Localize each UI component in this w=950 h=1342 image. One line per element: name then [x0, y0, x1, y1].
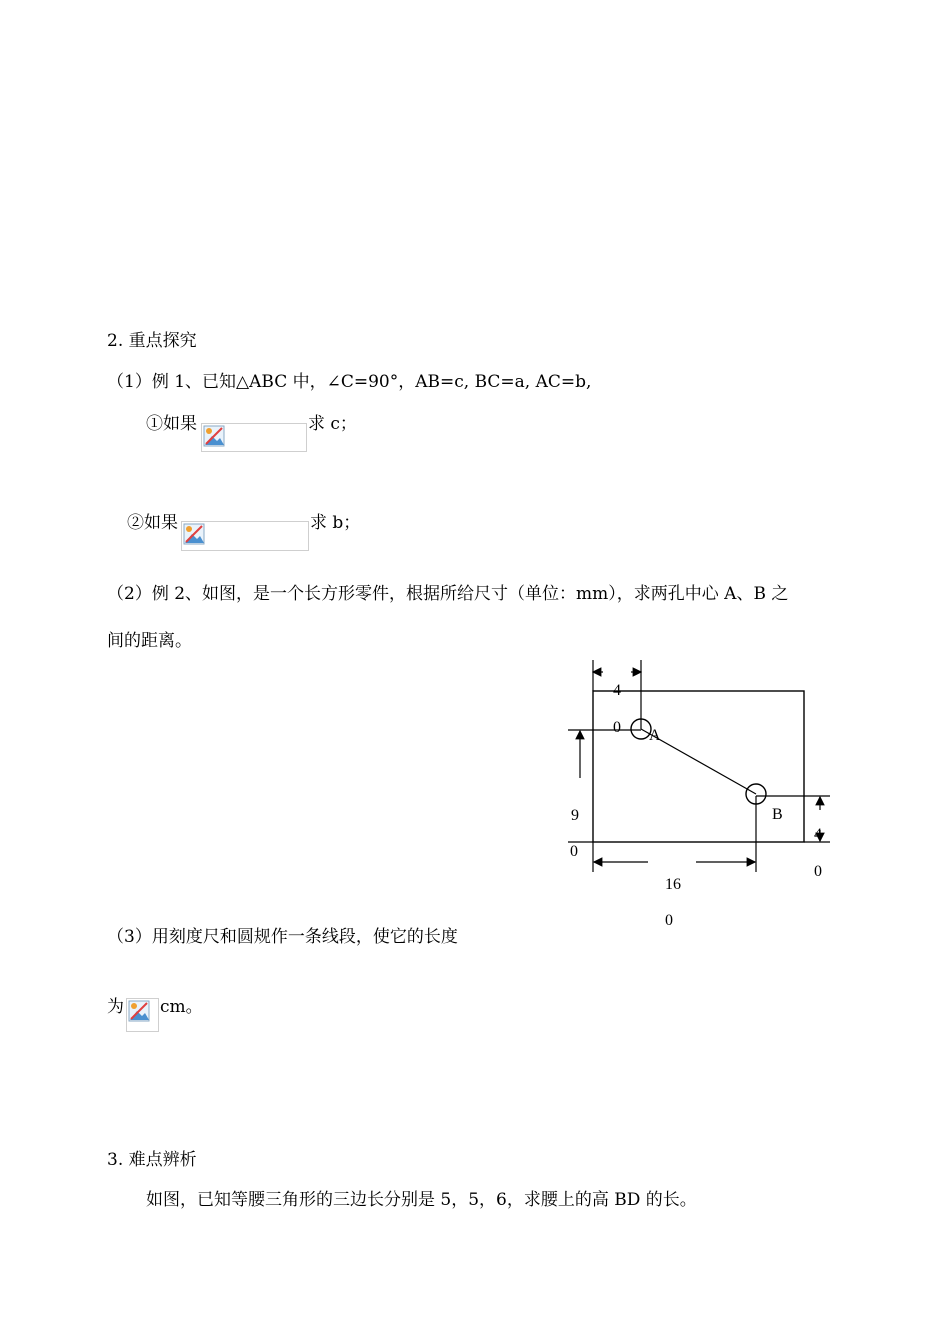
formula-image-q3: [126, 998, 159, 1032]
label-b: B: [772, 806, 783, 823]
example-3-prefix: 为: [107, 997, 124, 1017]
example-1-q1-suffix: 求 c；: [308, 414, 357, 434]
broken-image-icon: [183, 523, 205, 545]
example-2-line-1: （2）例 2、如图，是一个长方形零件，根据所给尺寸（单位：mm），求两孔中心 A、B 之: [107, 584, 789, 604]
example-3-suffix: cm。: [160, 997, 203, 1017]
example-1-q1-prefix: ①如果: [146, 414, 197, 434]
dim-right-label-1: 4: [814, 826, 822, 843]
dim-left-label-1: 9: [571, 807, 579, 824]
broken-image-icon: [203, 425, 225, 447]
dim-right-label-2: 0: [814, 863, 822, 880]
section-3-heading: 3. 难点辨析: [107, 1150, 197, 1170]
example-1-intro: （1）例 1、已知△ABC 中，∠C=90°，AB=c, BC=a, AC=b,: [107, 372, 592, 392]
section-3-problem: 如图，已知等腰三角形的三边长分别是 5，5，6，求腰上的高 BD 的长。: [146, 1190, 697, 1210]
label-a: A: [649, 727, 661, 744]
dim-top-label-2: 0: [613, 719, 621, 736]
formula-image-q1: [201, 423, 307, 452]
dim-bottom-label-1: 16: [665, 876, 681, 893]
section-2-heading: 2. 重点探究: [107, 331, 197, 351]
example-1-q2-suffix: 求 b；: [310, 513, 361, 533]
example-1-q2-prefix: ②如果: [127, 513, 178, 533]
rectangular-part-figure: [560, 650, 860, 940]
example-3-line-1: （3）用刻度尺和圆规作一条线段，使它的长度: [107, 927, 458, 947]
dim-left-label-2: 0: [570, 843, 578, 860]
broken-image-icon: [128, 1000, 150, 1022]
dim-bottom-label-2: 0: [665, 912, 673, 929]
formula-image-q2: [181, 521, 309, 551]
dim-top-label-1: 4: [613, 682, 621, 699]
example-2-line-2: 间的距离。: [107, 631, 192, 651]
